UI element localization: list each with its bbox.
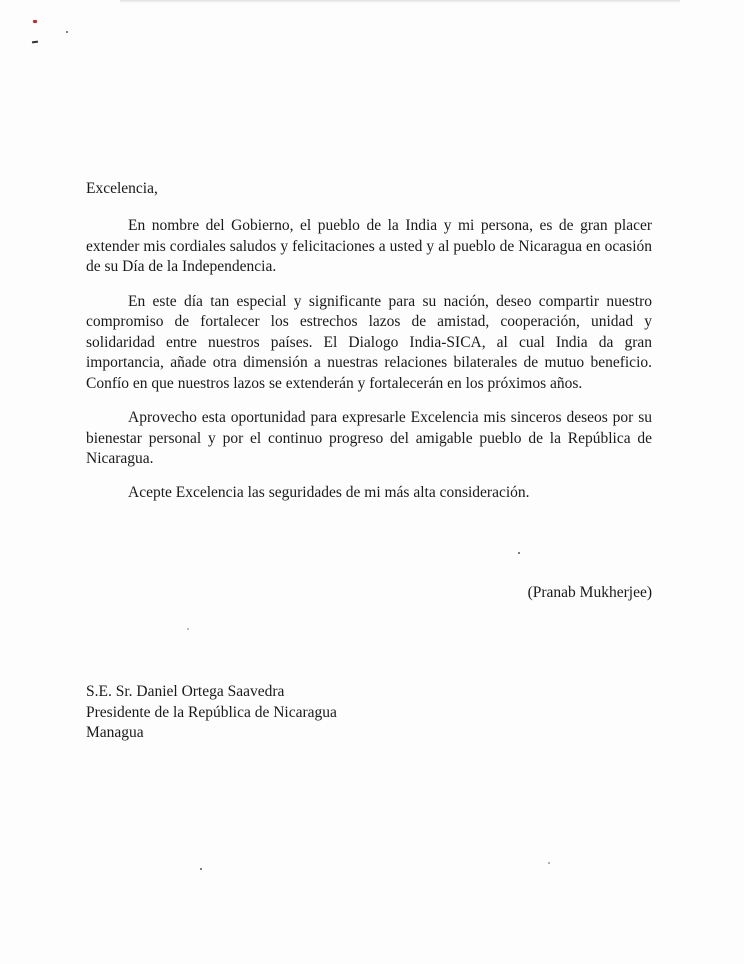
signature-name: (Pranab Mukherjee) (527, 584, 652, 601)
scan-speck (518, 552, 520, 554)
paragraph-2: En este día tan especial y significante para su nación, deseo compartir nuestro compromiso de fortalecer los estrechos lazos de amistad, cooperación, unidad y solidaridad entre nuestros países. El Dialogo India-SICA, al cual India da gran importancia, añade otra dimensión a nuestras relaciones bilaterales de mutuo beneficio. Confío en que nuestros lazos se extenderán y fortalecerán en los próximos años. (86, 292, 652, 392)
paragraph-3: Aprovecho esta oportunidad para expresarle Excelencia mis sinceros deseos por su bienestar personal y por el continuo progreso del amigable pueblo de la República de Nicaragua. (86, 409, 652, 467)
red-mark (33, 20, 37, 23)
recipient-name: S.E. Sr. Daniel Ortega Saavedra (86, 683, 285, 700)
recipient-city: Managua (86, 724, 144, 741)
scan-speck (548, 862, 550, 864)
closing-line: Acepte Excelencia las seguridades de mi más alta consideración. (128, 484, 530, 501)
recipient-address (86, 682, 337, 744)
scan-speck (200, 868, 202, 870)
scan-speck (66, 31, 68, 33)
recipient-title: Presidente de la República de Nicaragua (86, 703, 337, 721)
scan-edge-shadow (120, 0, 680, 3)
letter-body (86, 216, 652, 484)
paragraph-1: En nombre del Gobierno, el pueblo de la India y mi persona, es de gran placer extender mis cordiales saludos y felicitaciones a usted y al pueblo de Nicaragua en ocasión de su Día de la Independencia. (86, 217, 652, 275)
salutation: Excelencia, (86, 180, 158, 197)
scan-speck (187, 628, 189, 630)
pen-mark (32, 41, 38, 44)
